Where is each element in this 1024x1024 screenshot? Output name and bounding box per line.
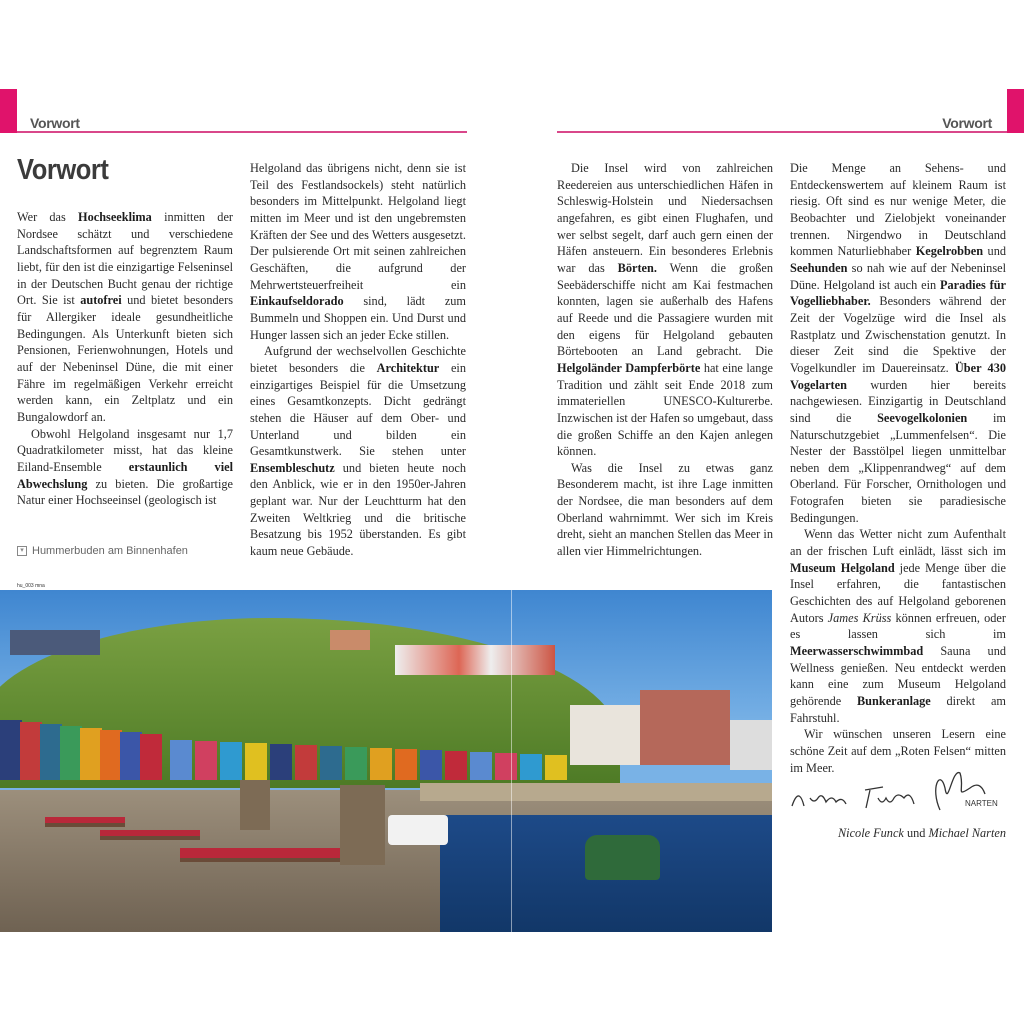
bold-term: Seehunden [790, 260, 848, 275]
photo-post [340, 785, 385, 865]
photo-bench [45, 817, 125, 827]
page-gutter [511, 590, 512, 932]
paragraph [250, 343, 466, 560]
photo-bench [100, 830, 200, 840]
text-run: Obwohl Helgoland insgesamt nur 1,7 Quadratkilometer misst, hat das kleine Eiland-Ensemble [17, 426, 233, 474]
text-run: wurden hier bereits nachgewiesen. Einzigartig in Deutschland sind die [790, 377, 1006, 425]
lobster-hut [395, 749, 417, 780]
text-run: und [983, 244, 1006, 259]
running-head-right: Vorwort [942, 115, 992, 131]
chapter-tab-right [1007, 89, 1024, 133]
lobster-hut [195, 741, 217, 780]
photo-house [10, 630, 100, 655]
page-title: Vorwort [17, 154, 109, 186]
lobster-hut [20, 722, 42, 780]
authors-conjunction: und [903, 826, 929, 840]
text-run: Helgoland das übrigens nicht, denn sie ist Teil des Festlandsockels) steht natürlich besonders im Mittelpunkt. Helgoland liegt mitten im Meer und ist den ungebremsten Kräften der See und des Wetters ausgesetzt. Der pulsierende Ort mit seinen zahlreichen Geschäften, die aufgrund der Mehrwertsteuerfreiheit ein [250, 161, 466, 292]
bold-term: Helgoländer Dampferbörte [557, 360, 701, 375]
photo-building [730, 720, 772, 770]
text-run: im Naturschutzgebiet „Lummenfelsen“. Die Nester der Basstölpel liegen unmittelbar neben dem „Klippenrandweg“ auf dem Oberland. Für Forscher, Ornithologen und Fotografen bieten sie paradiesische Bedingungen. [790, 410, 1006, 525]
text-run: inmitten der Nordsee schätzt und verschiedene Landschaftsformen auf begrenztem Raum liebt, für den ist die einzigartige Felseninsel in der Deutschen Bucht genau der richtige Ort. Sie ist [17, 210, 233, 308]
text-run: Sauna und Wellness genießen. Neu entdeckt werden kann eine zum Museum Helgoland gehörende [790, 644, 1006, 708]
bold-term: Hochseeklima [78, 210, 152, 224]
text-run: Besonders während der Zeit der Vogelzüge wird die Insel als Rastplatz und Zwischenstation genutzt. In dieser Zeit sind die Spektive der Vogelkundler im Dauereinsatz. [790, 294, 1006, 375]
bold-term: Bunkeranlage [856, 694, 931, 708]
text-run: Die Insel wird von zahlreichen Reedereien aus unterschiedlichen Häfen in Schleswig-Holstein und Niedersachsen angefahren, es gibt einen Flughafen, und wer selbst segelt, darf auch gern einen der Häfen ansteuern. Ein besonderes Erlebnis war das [557, 161, 773, 275]
bold-term: Museum Helgoland [790, 560, 895, 575]
italic-name: James Krüss [827, 610, 892, 625]
bold-term: autofrei [80, 293, 122, 308]
text-run: zu bieten. Die großartige Natur einer Hochseeinsel (geologisch ist [17, 476, 233, 508]
photo-house [330, 630, 370, 650]
text-column-2 [250, 160, 466, 560]
svg-text:NARTEN: NARTEN [965, 799, 998, 808]
text-run: so nah wie auf der Nebeninsel Düne. Helgoland ist auch ein [790, 260, 1006, 292]
paragraph [17, 426, 233, 509]
lobster-hut [445, 751, 467, 780]
author-2: Michael Narten [928, 826, 1006, 840]
text-run: jede Menge über die Insel erfahren, die fantastischen Geschichten des auf Helgoland geborenen Autors [790, 560, 1006, 625]
lobster-hut [345, 747, 367, 780]
header-rule-left [17, 131, 467, 133]
author-1: Nicole Funck [837, 826, 904, 840]
bold-term: Paradies für Vogelliebhaber. [790, 277, 1006, 309]
lobster-hut [140, 734, 162, 780]
photo-bench [180, 848, 345, 862]
photo-caption [17, 545, 188, 557]
bold-term: erstaunlich viel Abwechslung [17, 459, 233, 491]
lobster-hut [270, 744, 292, 780]
photo-boat [388, 815, 448, 845]
bold-term: Börten. [617, 260, 657, 275]
text-run: Was die Insel zu etwas ganz Besonderem macht, ist ihre Lage inmitten der Nordsee, die man besonders auf dem Oberland wahrnimmt. Wer sich im Kreis dreht, sieht an manchen Stellen das Meer in allen vier Himmelrichtungen. [557, 460, 773, 559]
bold-term: Meerwasserschwimmbad [790, 644, 924, 659]
text-run: Wenn die großen Seebäderschiffe nicht am Kai festmachen konnten, lagen sie außerhalb des Hafens auf Reede und die Passagiere wurden mit den eigens für Helgoland gebauten Börtebooten an Land gebracht. Die [557, 260, 773, 359]
text-run: Aufgrund der wechselvollen Geschichte bietet besonders die [250, 344, 466, 375]
text-column-1 [17, 209, 233, 509]
text-run: Wer das [17, 210, 79, 224]
paragraph [790, 160, 1006, 526]
lobster-hut [370, 748, 392, 780]
text-run: Wir wünschen unseren Lesern eine schöne Zeit auf dem „Roten Felsen“ mitten im Meer. [790, 727, 1006, 775]
lobster-hut [120, 732, 142, 780]
lobster-huts [0, 720, 600, 780]
photo-code: hu_003 mna [17, 583, 45, 589]
photo-post [240, 780, 270, 830]
lobster-hut [170, 740, 192, 780]
lobster-hut [220, 742, 242, 780]
lobster-hut [295, 745, 317, 780]
text-run: und bieten heute noch den Anblick, wie er in den 1950er-Jahren geplant war. Nur der Leuchtturm hat den Zweiten Weltkrieg und die britische Besatzung bis 1952 überstanden. Es gibt kaum neue Gebäude. [250, 460, 466, 559]
paragraph [790, 526, 1006, 726]
photo-pier [420, 783, 772, 801]
bold-term: Über 430 Vogelarten [790, 360, 1006, 392]
chapter-tab-left [0, 89, 17, 133]
photo-caption-text: Hummerbuden am Binnenhafen [32, 545, 188, 557]
lobster-hut [545, 755, 567, 780]
bold-term: Architektur [376, 360, 440, 375]
bold-term: Seevogelkolonien [877, 410, 968, 425]
lobster-hut [80, 728, 102, 780]
photo-cart [585, 835, 660, 880]
text-run: hat eine lange Tradition und zählt seit Ende 2018 zum immateriellen UNESCO-Kulturerbe. Inzwischen ist der Hafen so umgebaut, dass die großen Schiffe an den Kajen anlegen können. [557, 360, 773, 459]
paragraph [557, 460, 773, 560]
text-column-3 [557, 160, 773, 560]
lobster-hut [420, 750, 442, 780]
lobster-hut [60, 726, 82, 780]
text-run: Die Menge an Sehens- und Entdeckenswertem auf kleinem Raum ist riesig. Oft sind es nur wenige Meter, die Beobachter und Zielobjekt voneinander trennen. Nirgendwo in Deutschland kommen Naturliebhaber [790, 161, 1006, 259]
text-run: und bietet besonders für Allergiker ideale gesundheitliche Bedingungen. Als Unterkunft bieten sich Pensionen, Ferienwohnungen, Hotels und auf der Nebeninsel Düne, die mit einer Fähre im regelmäßigen Verkehr erreicht werden kann, ein Zeltplatz und ein Bungalowdorf an. [17, 293, 233, 424]
bold-term: Kegelrobben [915, 244, 984, 259]
lobster-hut [320, 746, 342, 780]
paragraph [557, 160, 773, 460]
lobster-hut [40, 724, 62, 780]
photo-houses [395, 645, 555, 675]
photo-caption-icon: ▾ [17, 546, 27, 556]
text-run: Wenn das Wetter nicht zum Aufenthalt an der frischen Luft einlädt, lässt sich im [790, 527, 1006, 559]
harbor-photo [0, 590, 772, 932]
authors-line [790, 826, 1006, 841]
lobster-hut [245, 743, 267, 780]
lobster-hut [0, 720, 22, 780]
text-run: ein einzigartiges Beispiel für die Umsetzung eines Gesamtkonzepts. Dicht gedrängt stehen die Häuser auf dem Ober- und Unterland und bilden ein Gesamtkunstwerk. Sie stehen unter [250, 360, 466, 459]
header-rule-right [557, 131, 1007, 133]
signature-image [790, 768, 1010, 818]
running-head-left: Vorwort [30, 115, 80, 131]
text-run: direkt am Fahrstuhl. [790, 694, 1006, 725]
lobster-hut [100, 730, 122, 780]
bold-term: Ensembleschutz [250, 460, 335, 475]
bold-term: Einkaufseldorado [250, 294, 344, 309]
paragraph [250, 160, 466, 343]
text-run: können erfreuen, oder es lassen sich im [790, 610, 1006, 642]
paragraph [17, 209, 233, 426]
text-column-4 [790, 160, 1006, 776]
lobster-hut [520, 754, 542, 780]
photo-building [640, 690, 730, 765]
lobster-hut [495, 753, 517, 780]
lobster-hut [470, 752, 492, 780]
text-run: sind, lädt zum Bummeln und Shoppen ein. Und Durst und Hunger lassen sich an jeder Ecke stillen. [250, 294, 466, 342]
